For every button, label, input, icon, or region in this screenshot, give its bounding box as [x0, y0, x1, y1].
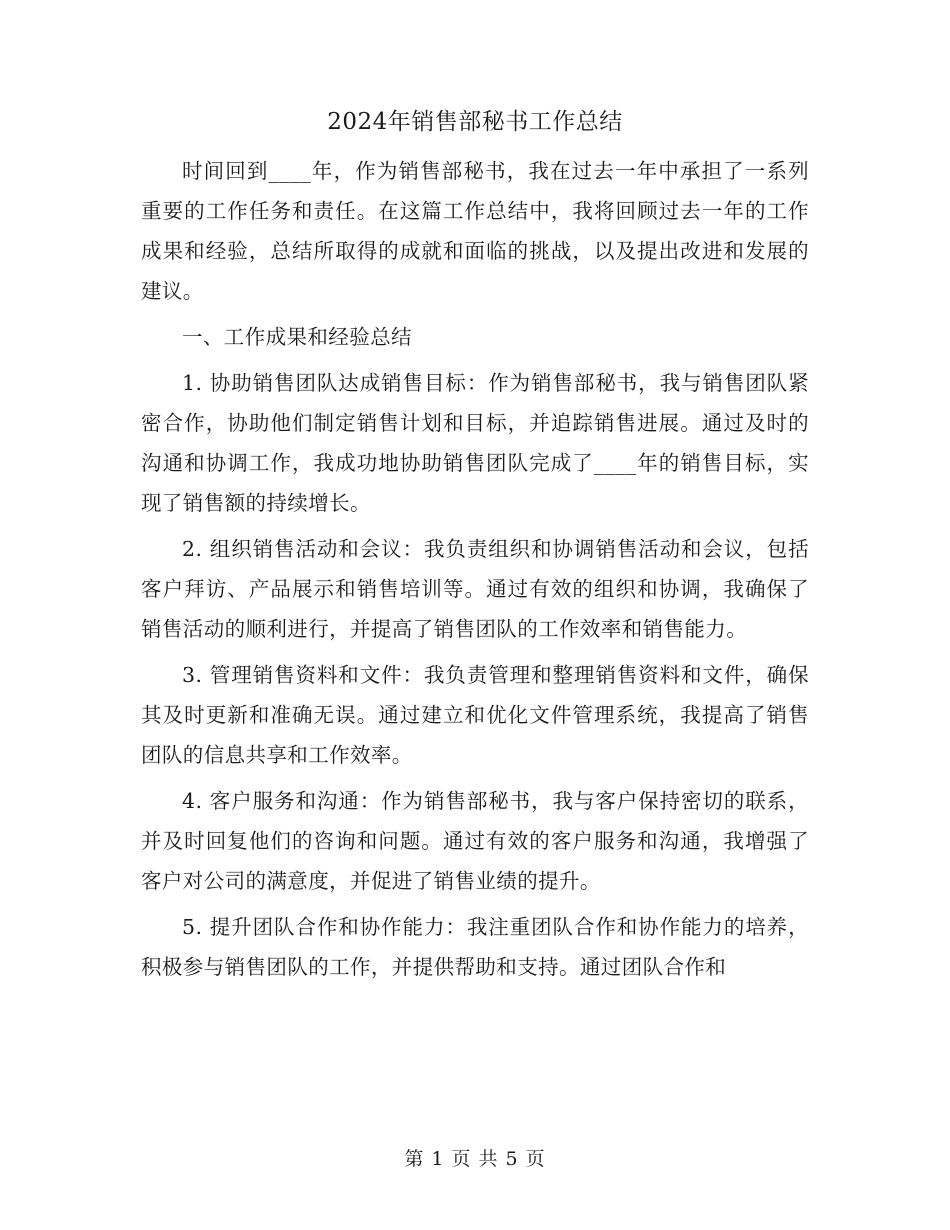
paragraph-intro: 时间回到____年，作为销售部秘书，我在过去一年中承担了一系列重要的工作任务和责任。在这篇工作总结中，我将回顾过去一年的工作成果和经验，总结所取得的成就和面临的挑战，以及提出改进和发展的建议。 — [141, 159, 809, 303]
paragraph-item-3: 3. 管理销售资料和文件：我负责管理和整理销售资料和文件，确保其及时更新和准确无误。通过建立和优化文件管理系统，我提高了销售团队的信息共享和工作效率。 — [141, 663, 809, 767]
section-heading-1: 一、工作成果和经验总结 — [182, 325, 412, 349]
document-title: 2024年销售部秘书工作总结 — [327, 109, 623, 135]
paragraph-item-2: 2. 组织销售活动和会议：我负责组织和协调销售活动和会议，包括客户拜访、产品展示和销售培训等。通过有效的组织和协调，我确保了销售活动的顺利进行，并提高了销售团队的工作效率和销售能力。 — [141, 537, 809, 641]
paragraph-item-4: 4. 客户服务和沟通：作为销售部秘书，我与客户保持密切的联系，并及时回复他们的咨询和问题。通过有效的客户服务和沟通，我增强了客户对公司的满意度，并促进了销售业绩的提升。 — [141, 789, 809, 893]
document-body — [141, 151, 809, 993]
page-number: 第 1 页 共 5 页 — [404, 1148, 546, 1170]
paragraph-item-1: 1. 协助销售团队达成销售目标：作为销售部秘书，我与销售团队紧密合作，协助他们制定销售计划和目标，并追踪销售进展。通过及时的沟通和协调工作，我成功地协助销售团队完成了____年的销售目标，实现了销售额的持续增长。 — [141, 371, 809, 515]
paragraph-item-5: 5. 提升团队合作和协作能力：我注重团队合作和协作能力的培养，积极参与销售团队的工作，并提供帮助和支持。通过团队合作和 — [141, 915, 809, 979]
